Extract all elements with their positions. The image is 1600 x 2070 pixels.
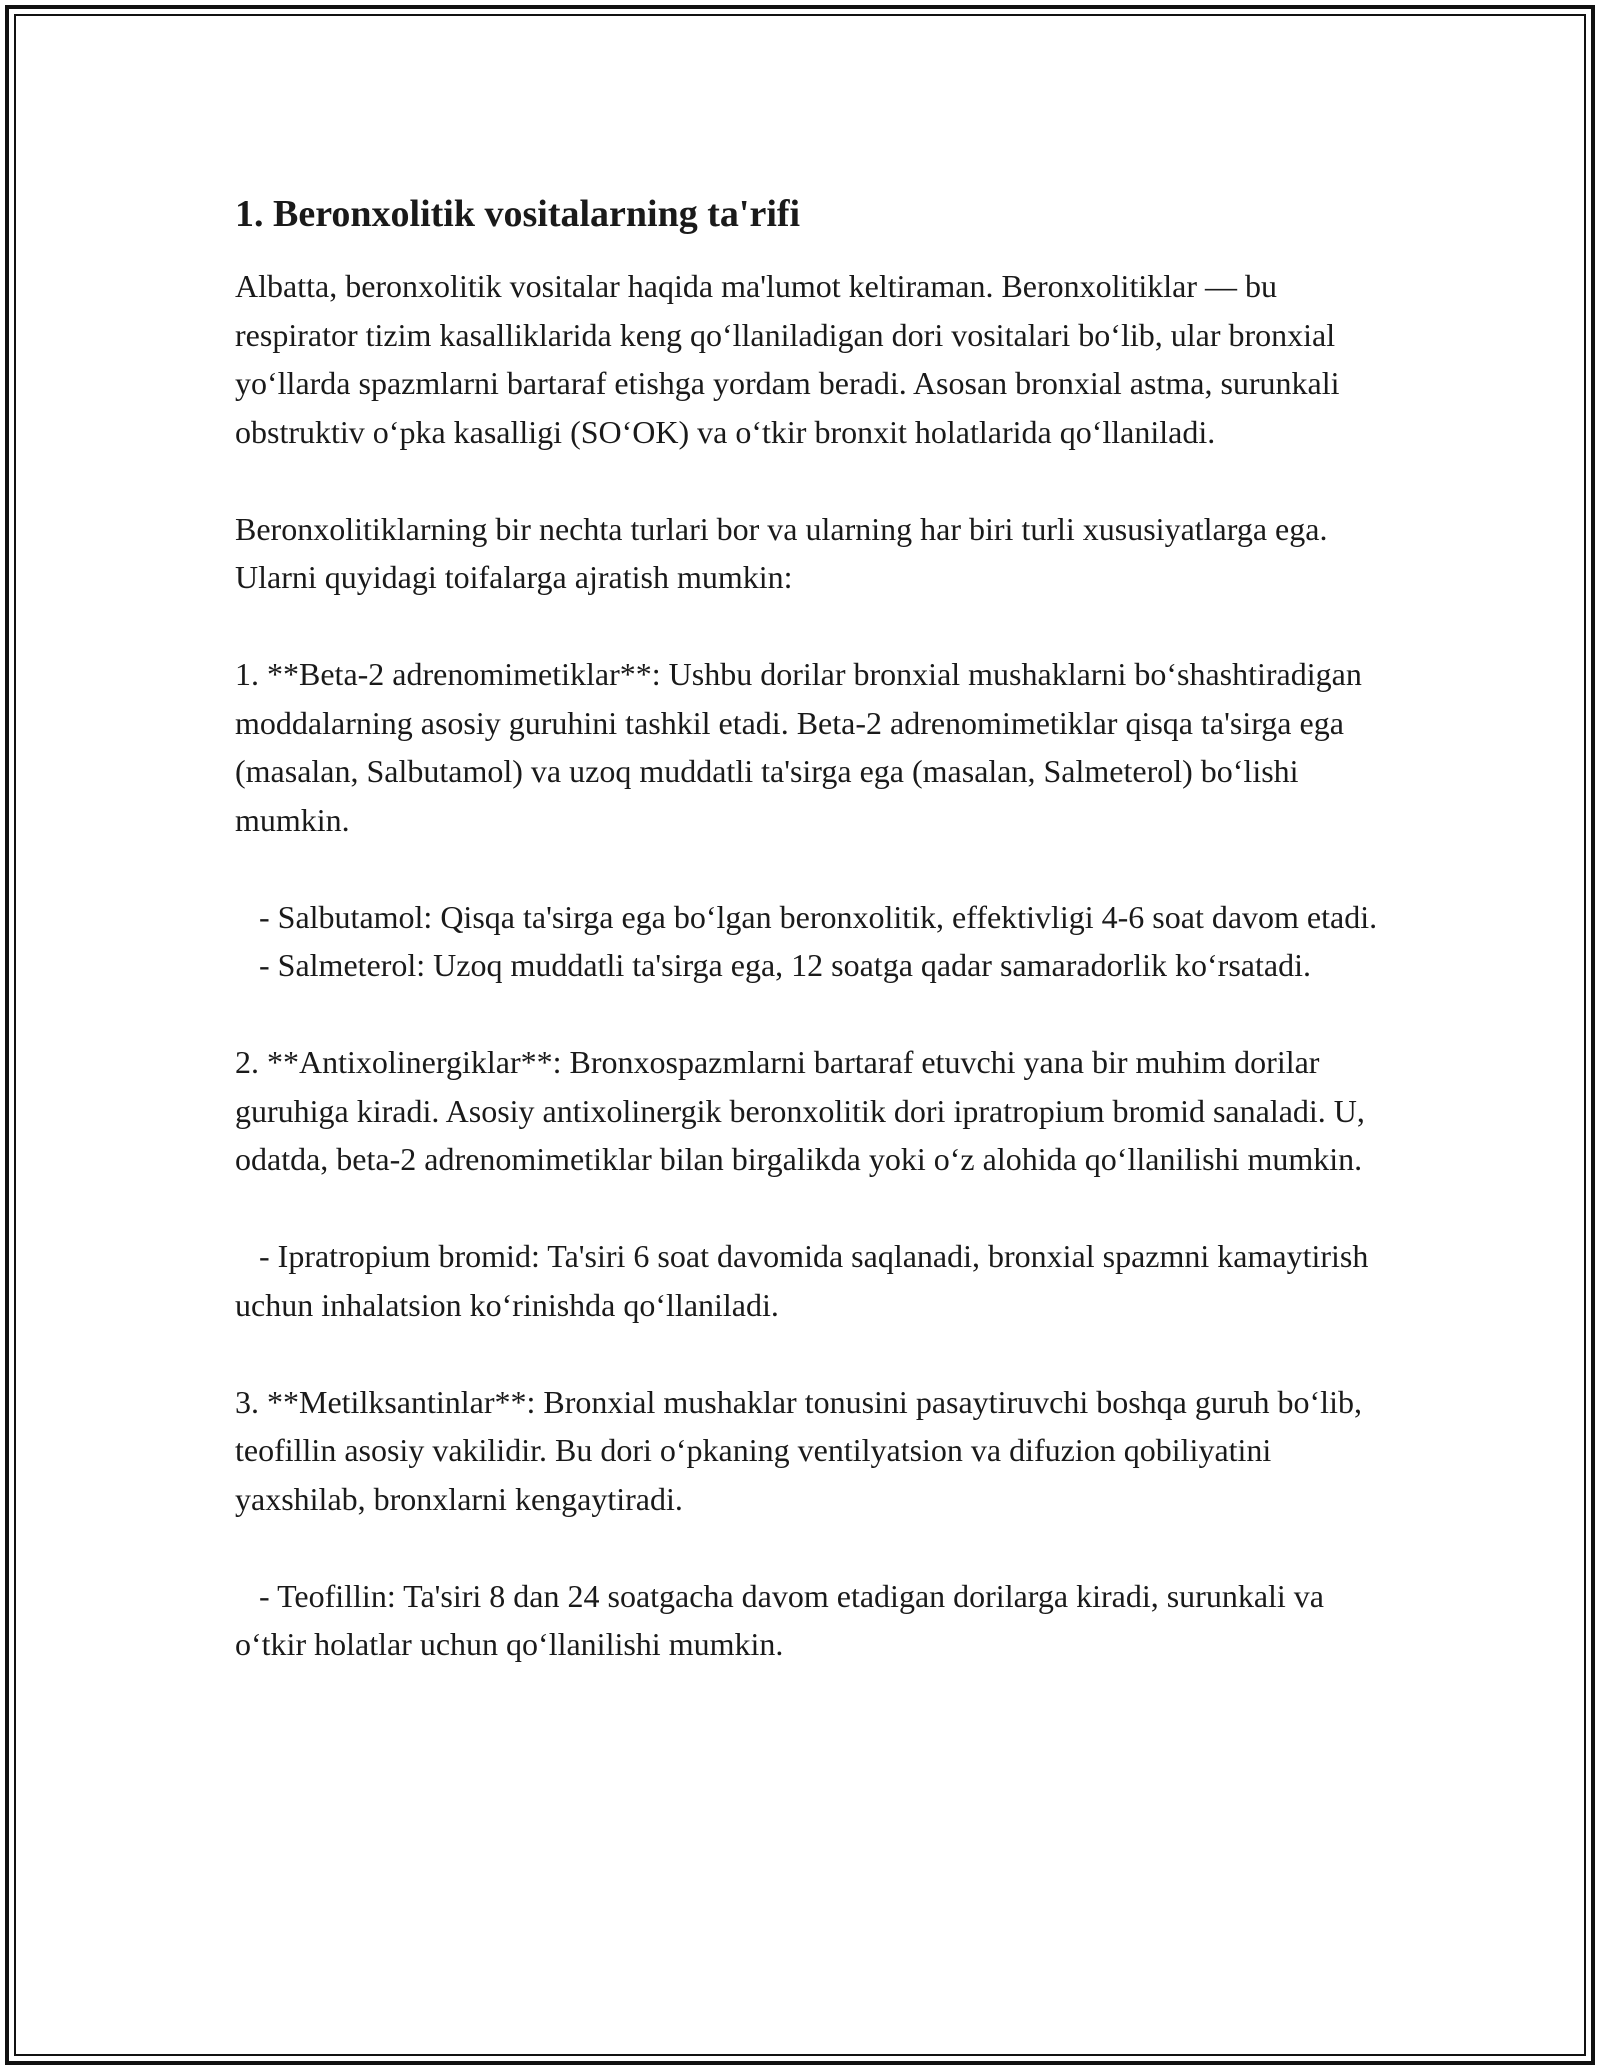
paragraph-beta2: 1. **Beta-2 adrenomimetiklar**: Ushbu dorilar bronxial mushaklarni bo‘shashtiradigan moddalarning asosiy guruhini tashkil etadi. Beta-2 adrenomimetiklar qisqa ta'sirga ega (masalan, Salbutamol) va uzoq muddatli ta'sirga ega (masalan, Salmeterol) bo‘lishi mumkin.	[235, 656, 1370, 838]
document-title: 1. Beronxolitik vositalarning ta'rifi	[235, 193, 801, 235]
paragraph-anticholinergics: 2. **Antixolinergiklar**: Bronxospazmlarni bartaraf etuvchi yana bir muhim dorilar guruhiga kiradi. Asosiy antixolinergik beronxolitik dori ipratropium bromid sanaladi. U, odatda, beta-2 adrenomimetiklar bilan birgalikda yoki o‘z alohida qo‘llanilishi mumkin.	[235, 1044, 1373, 1177]
paragraph-methylxanthines: 3. **Metilksantinlar**: Bronxial mushaklar tonusini pasaytiruvchi boshqa guruh bo‘lib, teofillin asosiy vakilidir. Bu dori o‘pkaning ventilyatsion va difuzion qobiliyatini yaxshilab, bronxlarni kengaytiradi.	[235, 1383, 1370, 1517]
document-body	[235, 186, 1385, 1669]
paragraph-gap	[235, 1184, 1385, 1233]
paragraph-gap	[235, 844, 1385, 893]
paragraph-gap	[235, 456, 1385, 505]
paragraph-theophylline: - Teofillin: Ta'siri 8 dan 24 soatgacha davom etadigan dorilarga kiradi, surunkali va o‘tkir holatlar uchun qo‘llanilishi mumkin.	[235, 1577, 1332, 1662]
paragraph-ipratropium: - Ipratropium bromid: Ta'siri 6 soat davomida saqlanadi, bronxial spazmni kamaytirish uchun inhalatsion ko‘rinishda qo‘llaniladi.	[235, 1238, 1377, 1323]
paragraph-gap	[235, 1523, 1385, 1572]
paragraph-beta2-examples: - Salbutamol: Qisqa ta'sirga ega bo‘lgan beronxolitik, effektivligi 4-6 soat davom etadi. - Salmeterol: Uzoq muddatli ta'sirga ega, 12 soatga qadar samaradorlik ko‘rsatadi.	[259, 898, 1378, 983]
paragraph-types: Beronxolitiklarning bir nechta turlari bor va ularning har biri turli xususiyatlarga ega. Ularni quyidagi toifalarga ajratish mumkin:	[235, 510, 1336, 595]
paragraph-gap	[235, 990, 1385, 1039]
paragraph-gap	[235, 602, 1385, 651]
paragraph-gap	[235, 1329, 1385, 1378]
paragraph-intro: Albatta, beronxolitik vositalar haqida ma'lumot keltiraman. Beronxolitiklar — bu respirator tizim kasalliklarida keng qo‘llaniladigan dori vositalari bo‘lib, ular bronxial yo‘llarda spazmlarni bartaraf etishga yordam beradi. Asosan bronxial astma, surunkali obstruktiv o‘pka kasalligi (SO‘OK) va o‘tkir bronxit holatlarida qo‘llaniladi.	[235, 268, 1348, 450]
